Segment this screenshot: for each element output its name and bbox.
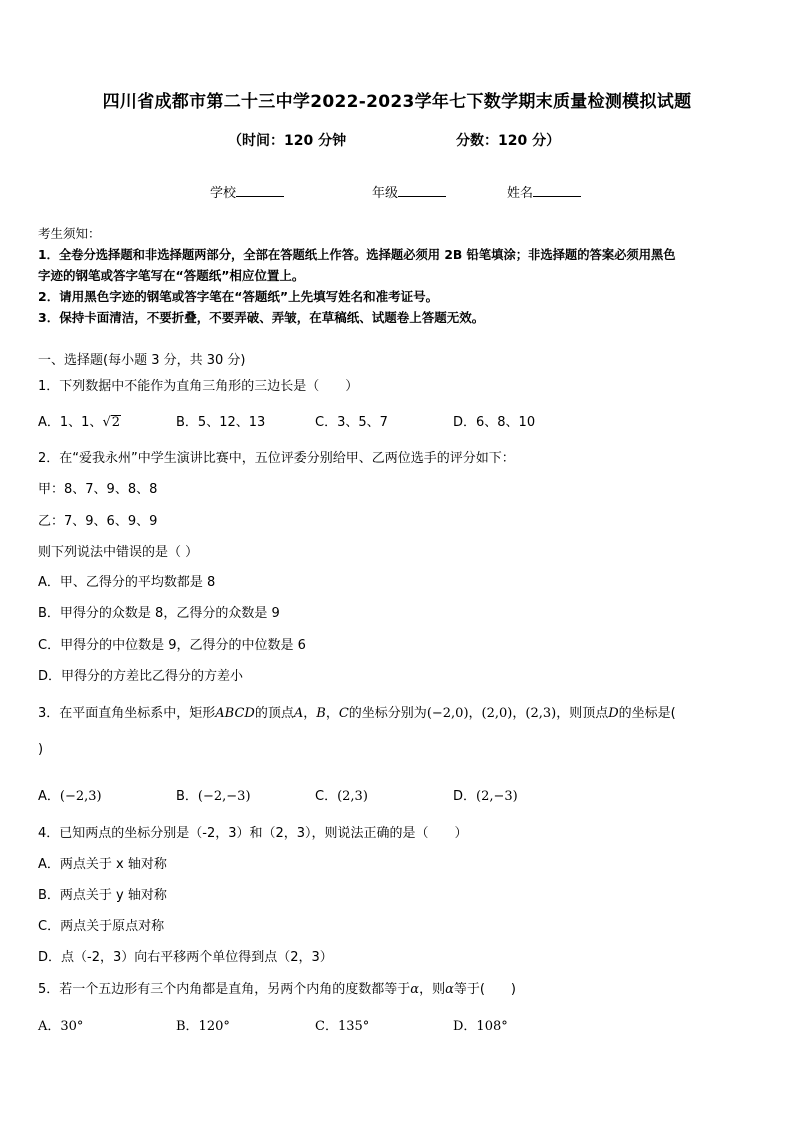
q3-option-d-label: D． bbox=[453, 789, 477, 804]
q5-text-3: 等于( ) bbox=[453, 982, 517, 997]
q5-stem bbox=[38, 978, 516, 997]
q3-text-4: ，则顶点 bbox=[556, 706, 609, 721]
q3-coord-2: (2,0) bbox=[481, 706, 513, 721]
q2-option-b: B．甲得分的众数是 8，乙得分的众数是 9 bbox=[38, 606, 280, 621]
q3-point-c: C bbox=[338, 706, 349, 721]
grade-blank bbox=[398, 184, 446, 197]
name-field bbox=[507, 182, 581, 201]
school-field bbox=[210, 182, 284, 201]
q1-option-a-text: A．1、1、 bbox=[38, 415, 103, 430]
exam-title: 四川省成都市第二十三中学2022-2023学年七下数学期末质量检测模拟试题 bbox=[102, 92, 692, 112]
q3-option-b-value: (−2,−3) bbox=[197, 789, 251, 804]
q3-close-paren: ) bbox=[38, 742, 44, 757]
q3-option-d bbox=[453, 785, 518, 804]
q1-option-d: D．6、8、10 bbox=[453, 415, 536, 430]
section-heading: 一、选择题(每小题 3 分，共 30 分) bbox=[38, 353, 246, 368]
q2-option-c: C．甲得分的中位数是 9，乙得分的中位数是 6 bbox=[38, 638, 306, 653]
q3-comma-4: ， bbox=[512, 706, 526, 721]
q2-yi-scores: 乙：7、9、6、9、9 bbox=[38, 514, 158, 529]
notice-line-2: 2．请用黑色字迹的钢笔或答字笔在“答题纸”上先填写姓名和准考证号。 bbox=[38, 289, 439, 304]
q3-option-a-value: (−2,3) bbox=[59, 789, 102, 804]
q5-option-d: D．108° bbox=[453, 1019, 508, 1034]
q3-comma-3: ， bbox=[468, 706, 482, 721]
name-label: 姓名 bbox=[507, 186, 534, 201]
school-blank bbox=[236, 184, 284, 197]
q3-coord-1: (−2,0) bbox=[426, 706, 469, 721]
q5-text-1: 5．若一个五边形有三个内角都是直角，另两个内角的度数都等于 bbox=[38, 982, 411, 997]
q1-option-b: B．5、12、13 bbox=[176, 415, 266, 430]
q2-ask: 则下列说法中错误的是（ ） bbox=[38, 545, 199, 560]
grade-field bbox=[372, 182, 446, 201]
notice-line-1b: 字迹的钢笔或答字笔写在“答题纸”相应位置上。 bbox=[38, 268, 305, 283]
q5-option-b: B．120° bbox=[176, 1019, 230, 1034]
q4-option-a: A．两点关于 x 轴对称 bbox=[38, 857, 167, 872]
notice-heading: 考生须知： bbox=[38, 226, 101, 241]
school-label: 学校 bbox=[210, 186, 237, 201]
q2-option-d: D．甲得分的方差比乙得分的方差小 bbox=[38, 669, 244, 684]
q2-option-a: A．甲、乙得分的平均数都是 8 bbox=[38, 575, 216, 590]
q3-text-5: 的坐标是( bbox=[618, 706, 676, 721]
q3-option-b-label: B． bbox=[176, 789, 198, 804]
q3-option-c bbox=[315, 785, 368, 804]
q4-option-c: C．两点关于原点对称 bbox=[38, 919, 165, 934]
q3-point-a: A bbox=[293, 706, 304, 721]
q3-rect-name: ABCD bbox=[215, 706, 255, 721]
q3-option-a-label: A． bbox=[38, 789, 60, 804]
exam-time: （时间：120 分钟 bbox=[228, 133, 347, 149]
exam-score: 分数：120 分） bbox=[456, 133, 561, 149]
notice-line-1a: 1．全卷分选择题和非选择题两部分，全部在答题纸上作答。选择题必须用 2B 铅笔填涂；非选择题的答案必须用黑色 bbox=[38, 248, 676, 262]
name-blank bbox=[533, 184, 581, 197]
q3-stem bbox=[38, 702, 676, 721]
q5-option-a: A．30° bbox=[38, 1019, 84, 1034]
q2-stem: 2．在“爱我永州”中学生演讲比赛中，五位评委分别给甲、乙两位选手的评分如下： bbox=[38, 451, 515, 466]
q5-option-c: C．135° bbox=[315, 1019, 370, 1034]
q2-jia-scores: 甲：8、7、9、8、8 bbox=[38, 482, 158, 497]
q3-option-a bbox=[38, 785, 102, 804]
q3-option-d-value: (2,−3) bbox=[476, 789, 518, 804]
grade-label: 年级 bbox=[372, 186, 399, 201]
q1-option-a-radicand: 2 bbox=[111, 415, 121, 430]
q3-text-1: 3．在平面直角坐标系中，矩形 bbox=[38, 706, 216, 721]
q4-stem: 4．已知两点的坐标分别是（-2，3）和（2，3），则说法正确的是（ ） bbox=[38, 826, 468, 841]
q3-option-c-label: C． bbox=[315, 789, 338, 804]
q3-point-b: B bbox=[316, 706, 326, 721]
q5-alpha-1: α bbox=[410, 982, 420, 997]
q4-option-d: D．点（-2，3）向右平移两个单位得到点（2，3） bbox=[38, 950, 333, 965]
q3-text-3: 的坐标分别为 bbox=[348, 706, 427, 721]
q3-text-2: 的顶点 bbox=[254, 706, 294, 721]
q1-option-a bbox=[38, 411, 121, 430]
notice-line-3: 3．保持卡面清洁，不要折叠，不要弄破、弄皱，在草稿纸、试题卷上答题无效。 bbox=[38, 310, 485, 325]
q1-option-c: C．3、5、7 bbox=[315, 415, 388, 430]
q5-text-2: ，则 bbox=[419, 982, 446, 997]
sqrt-icon: √ bbox=[102, 415, 111, 430]
q3-point-d: D bbox=[608, 706, 619, 721]
q1-stem: 1．下列数据中不能作为直角三角形的三边长是（ ） bbox=[38, 379, 359, 394]
q5-alpha-2: α bbox=[445, 982, 454, 997]
q3-comma-2: ， bbox=[325, 706, 339, 721]
q3-coord-3: (2,3) bbox=[525, 706, 557, 721]
q3-option-c-value: (2,3) bbox=[337, 789, 368, 804]
q3-comma-1: ， bbox=[303, 706, 317, 721]
q4-option-b: B．两点关于 y 轴对称 bbox=[38, 888, 167, 903]
q3-option-b bbox=[176, 785, 251, 804]
